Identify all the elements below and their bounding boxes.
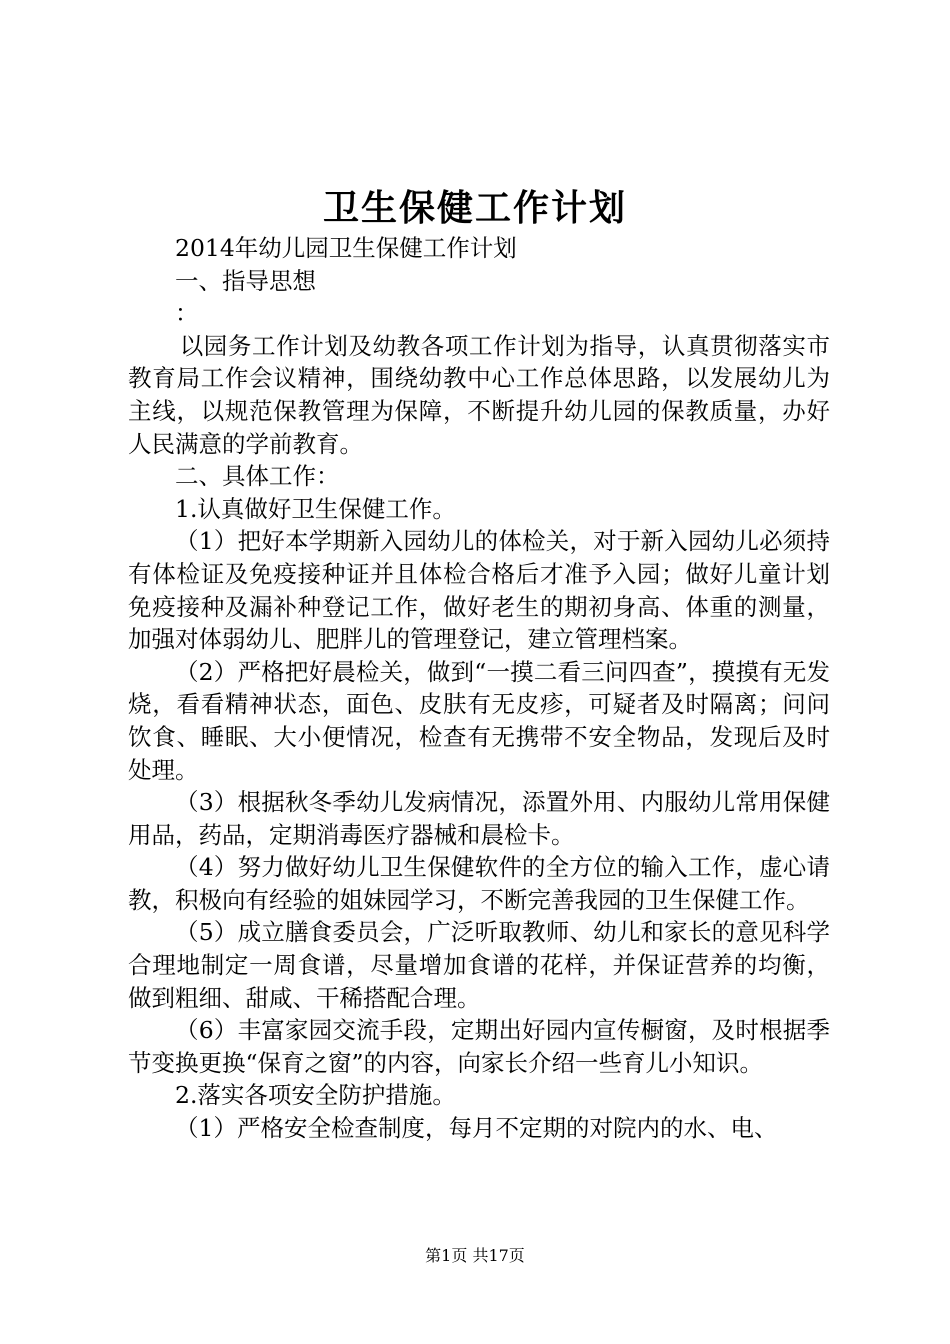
document-title: 卫生保健工作计划 <box>322 187 627 229</box>
paragraph-guiding-text: 以园务工作计划及幼教各项工作计划为指导，认真贯彻落实市教育局工作会议精神，围绕幼教中心工作总体思路，以发展幼儿为主线，以规范保教管理为保障，不断提升幼儿园的保教质量，办好人民满意的学前教育。 <box>128 331 830 458</box>
heading-guiding-ideology: 一、指导思想 <box>175 266 316 295</box>
paragraph-subtitle: 2014年幼儿园卫生保健工作计划 <box>175 234 517 262</box>
subheading-safety: 2.落实各项安全防护措施。 <box>175 1081 456 1110</box>
paragraph-item-4: （4）努力做好幼儿卫生保健软件的全方位的输入工作，虚心请教，积极向有经验的姐妹园学习，不断完善我园的卫生保健工作。 <box>128 853 830 914</box>
paragraph-item-3: （3）根据秋冬季幼儿发病情况，添置外用、内服幼儿常用保健用品，药品，定期消毒医疗器械和晨检卡。 <box>128 788 830 849</box>
paragraph-item-6: （6）丰富家园交流手段，定期出好园内宣传橱窗，及时根据季节变换更换“保育之窗”的内容，向家长介绍一些育儿小知识。 <box>128 1016 830 1077</box>
heading-specific-work: 二、具体工作： <box>175 462 340 491</box>
paragraph-item-1: （1）把好本学期新入园幼儿的体检关，对于新入园幼儿必须持有体检证及免疫接种证并且体检合格后才准予入园；做好儿童计划免疫接种及漏补种登记工作，做好老生的期初身高、体重的测量，加强对体弱幼儿、肥胖儿的管理登记，建立管理档案。 <box>128 527 830 654</box>
paragraph-item-5: （5）成立膳食委员会，广泛听取教师、幼儿和家长的意见科学合理地制定一周食谱，尽量增加食谱的花样，并保证营养的均衡，做到粗细、甜咸、干稀搭配合理。 <box>128 918 830 1012</box>
paragraph-safety-item-1: （1）严格安全检查制度，每月不定期的对院内的水、电、 <box>175 1114 778 1143</box>
paragraph-item-2: （2）严格把好晨检关，做到“一摸二看三问四查”，摸摸有无发烧，看看精神状态，面色、皮肤有无皮疹，可疑者及时隔离；问问饮食、睡眠、大小便情况，检查有无携带不安全物品，发现后及时处理。 <box>128 657 830 784</box>
subheading-health-care: 1.认真做好卫生保健工作。 <box>175 494 456 523</box>
document-body <box>128 232 830 1145</box>
paragraph-colon: ： <box>175 299 199 328</box>
page-footer: 第1页 共17页 <box>425 1246 525 1265</box>
